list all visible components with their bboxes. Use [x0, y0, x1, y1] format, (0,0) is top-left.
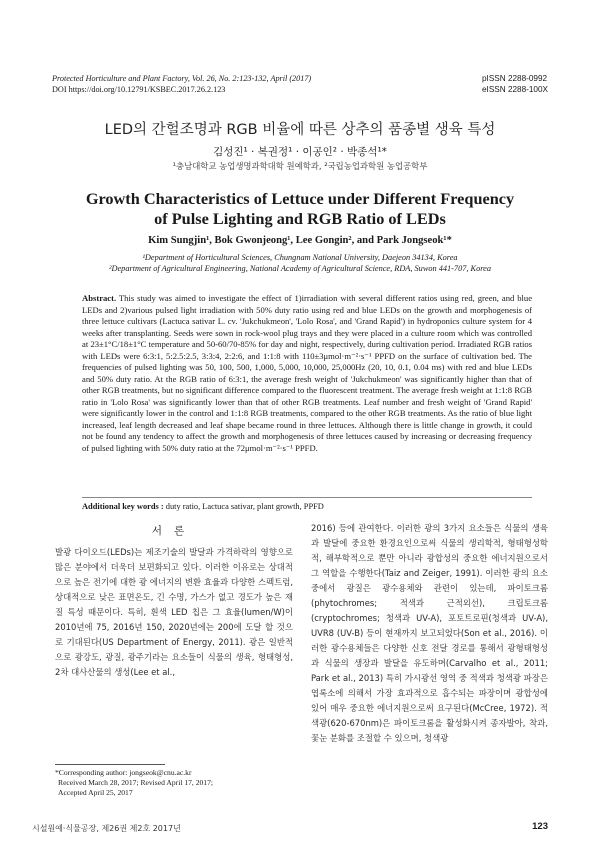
journal-citation: Protected Horticulture and Plant Factory, Vol. 26, No. 2:123-132, April (2017) — [52, 74, 312, 83]
doi[interactable]: DOI https://doi.org/10.12791/KSBEC.2017.26.2.123 — [52, 85, 226, 94]
title-korean: LED의 간헐조명과 RGB 비율에 따른 상추의 품종별 생육 특성 — [104, 122, 496, 138]
title-english-line-2: of Pulse Lighting and RGB Ratio of LEDs — [154, 209, 446, 228]
keywords — [82, 497, 532, 511]
journal-header — [52, 73, 311, 95]
issn-block — [482, 73, 548, 95]
footnotes — [55, 768, 295, 798]
received-dates: Received March 28, 2017; Revised April 17, 2017; — [58, 778, 214, 787]
footer-journal: 시설원예·식물공장, 제26권 제2호 2017년 — [32, 824, 181, 833]
title-english-line-1: Growth Characteristics of Lettuce under Different Frequency — [85, 189, 515, 208]
accepted-date: Accepted April 25, 2017 — [58, 788, 133, 797]
authors-english: Kim Sungjin¹, Bok Gwonjeong¹, Lee Gongin², and Park Jongseok¹* — [148, 235, 452, 246]
title-english — [40, 189, 560, 229]
abstract-text: This study was aimed to investigate the effect of 1)irradiation with several different ratios using red, green, and blue LEDs and 2)various pulsed light irradiation with 50% duty ratio using red and blue LEDs on the growth and morphogenesis of three lettuce cultivars (Lactuca sativar L. cv. 'Jukchukmeon', 'Lolo Rosa', and 'Grand Rapid') in hydroponics culture system for 4 weeks after transplanting. Seeds were sown in rock-wool plug trays and they were placed in a culture room which was controlled at 23±1°C/18±1°C temperature and 50-60/70-85% for day and night, respectively, during cultivation period. Irradiated RGB ratios with LEDs were 6:3:1, 5:2.5:2.5, 3:3:4, 2:2:6, and 1:1:8 with 110±3μmol·m⁻²·s⁻¹ PPFD on the surface of cultivation bed. The frequencies of pulsed lighting was 50, 100, 500, 1,000, 5,000, 10,000, 25,000Hz (20, 10, 0.1, 0.04 ms) with red and blue LEDs and 50% duty ratio. At the RGB ratio of 6:3:1, the average fresh weight of 'Jukchukmeon' was significantly higher than that of other RGB treatments, but no significant difference compared to the fluorescent treatment. The average fresh weight at 1:1:8 RGB ratio in 'Lolo Rosa' was significantly lower than that of other RGB treatments. Leaf number and fresh weight of 'Grand Rapid' were significantly lower in the control and 1:1:8 RGB treatments, compared to the other RGB treatments. As the ratio of blue light increased, leaf length decreased and leaf shape became round in three lettuces. Although there is little change in growth, it could not be found any tendency to affect the growth and morphogenesis of three lettuces caused by increasing or decreasing frequency of pulsed lighting with 50% duty ratio at the 72μmol·m⁻²·s⁻¹ PPFD. — [82, 293, 533, 453]
affiliation-english-2: ²Department of Agricultural Engineering, National Academy of Agricultural Science, RDA, Suwon 441-707, Korea — [109, 264, 491, 273]
affiliation-korean: ¹충남대학교 농업생명과학대학 원예학과, ²국립농업과학원 농업공학부 — [172, 161, 428, 171]
body-column-left: 발광 다이오드(LEDs)는 제조기술의 발달과 가격하락의 영향으로 많은 분야에서 더욱더 보편화되고 있다. 이러한 이유로는 상대적으로 높은 전기에 대한 광 에너지의 변환 효율과 다양한 스펙트럼, 상대적으로 낮은 표면온도, 긴 수명, 가스가 없고 경도가 높은 재질 특성 때문이다. 특히, 흰색 LED 칩은 그 효율(lumen/W)이 2010년에 75, 2016년 150, 2020년에는 200에 도달 할 것으로 기대된다(US Department of Energy, 2011). 광은 일반적으로 광강도, 광질, 광주기라는 요소들이 식물의 생육, 형태형성, 2차 대사산물의 생성(Lee et al., — [55, 547, 293, 677]
pissn: pISSN 2288-0992 — [482, 74, 548, 83]
keywords-text: duty ratio, Lactuca sativar, plant growth, PPFD — [165, 502, 324, 511]
eissn: eISSN 2288-100X — [482, 85, 548, 94]
section-heading-introduction: 서론 — [151, 525, 197, 537]
affiliation-english-1: ¹Department of Horticultural Sciences, Chungnam National University, Daejeon 34134, Korea — [142, 253, 458, 262]
corresponding-author: *Corresponding author: jongseok@cnu.ac.kr — [55, 768, 192, 777]
authors-korean: 김성진¹ · 복권정¹ · 이공인² · 박종석¹* — [213, 146, 387, 158]
body-column-right: 2016) 등에 관여한다. 이러한 광의 3가지 요소들은 식물의 생육과 발달에 중요한 환경요인으로써 식물의 생리학적, 형태형성학적, 해부학적으로 뿐만 아니라 광합성의 중요한 에너지원으로서 그 역할을 수행한다(Taiz and Zeiger, 1991). 이러한 광의 요소 중에서 광질은 광수용체와 관련이 있는데, 파이토크롬(phytochromes; 적색과 근적외선), 크립토크롬(cryptochromes; 청색과 UV-A), 포토트로핀(청색과 UV-A), UVR8 (UV-B) 등이 현재까지 보고되었다(Son et al., 2016). 이러한 광수용체들은 다양한 신호 전달 경로를 통해서 광형태형성과 식물의 생장과 발달을 유도하며(Carvalho et al., 2011; Park et al., 2013) 특히 가시광선 영역 중 적색과 청색광 파장은 엽록소에 의해서 가장 효과적으로 흡수되는 파장이며 광합성에 있어 매우 중요한 에너지원으로써 요구된다(McCree, 1972). 적색광(620-670nm)은 파이토크롬을 활성화시켜 종자발아, 착과, 꽃눈 분화를 조절할 수 있으며, 청색광 — [311, 523, 548, 743]
abstract-label: Abstract. — [82, 293, 117, 303]
footnote-divider — [55, 764, 165, 765]
page-number: 123 — [532, 821, 548, 832]
keywords-label: Additional key words : — [82, 502, 164, 511]
affiliation-english — [40, 252, 560, 274]
abstract — [82, 293, 532, 454]
